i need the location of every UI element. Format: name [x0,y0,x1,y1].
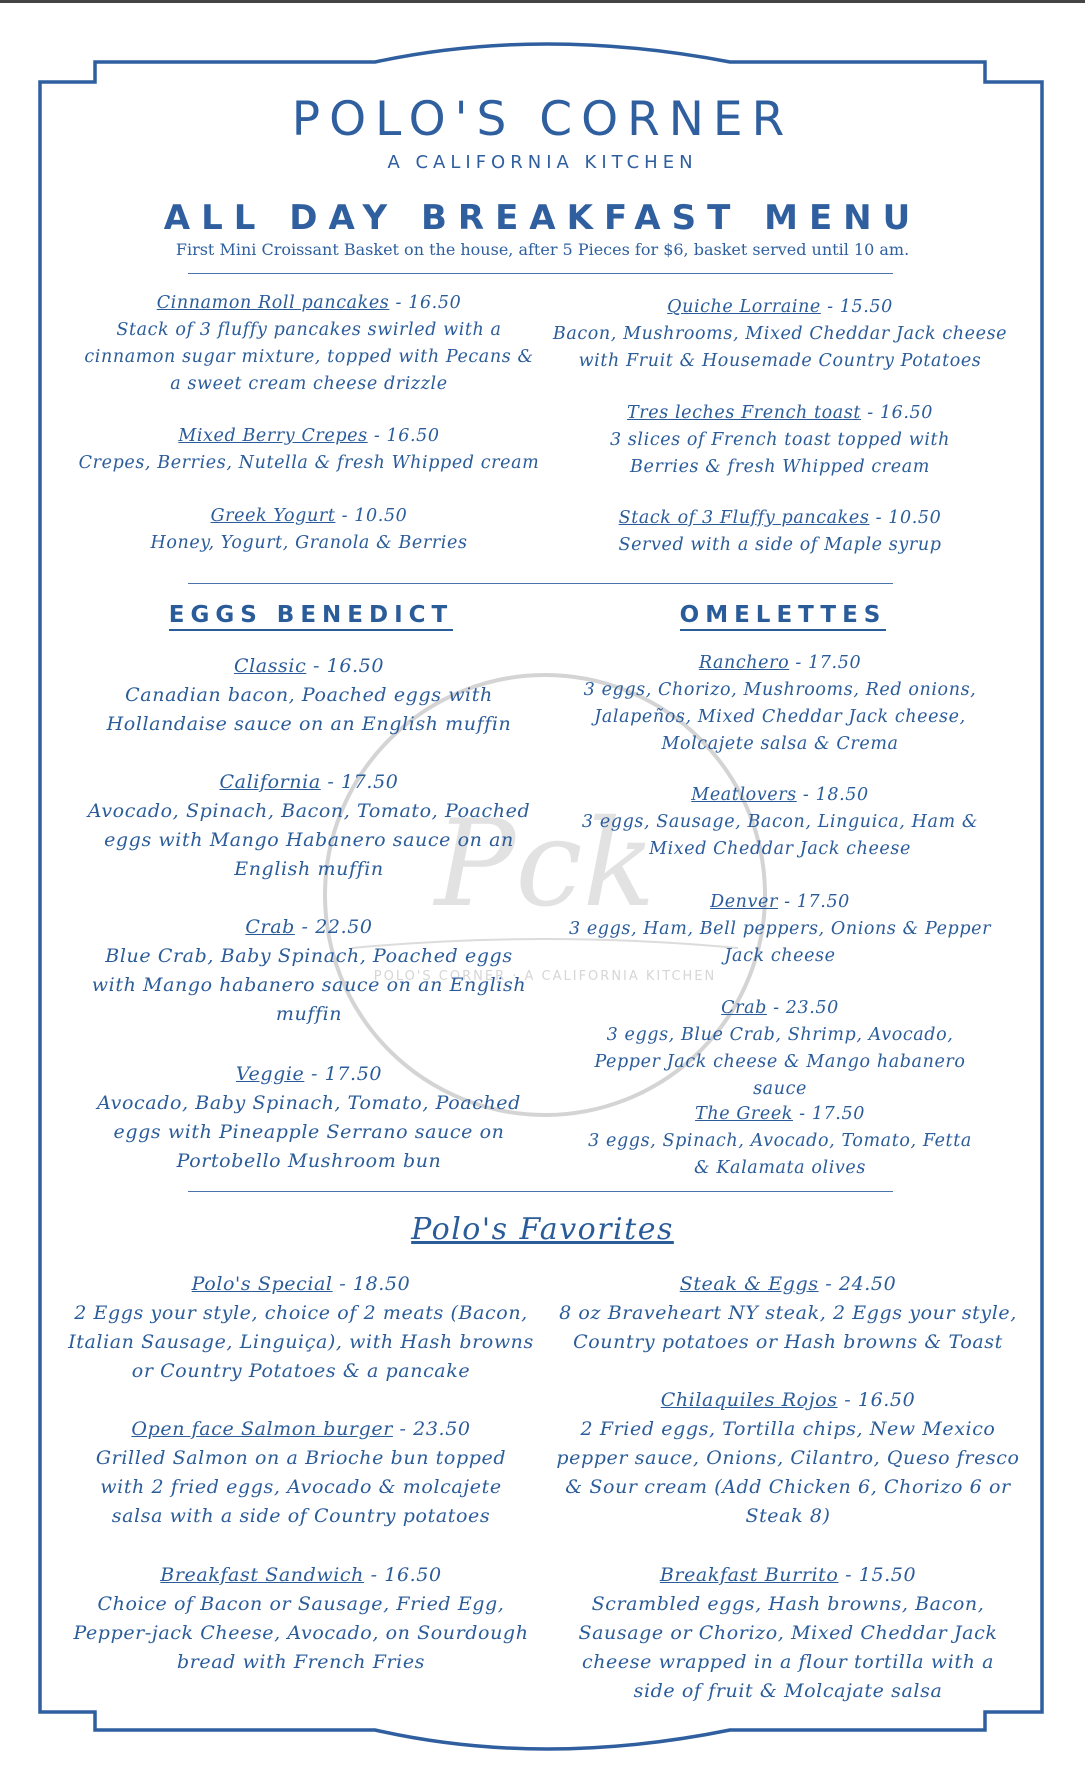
eggs-benedict-heading: EGGS BENEDICT [76,602,546,628]
item-price: - 17.50 [789,653,862,673]
item-name: Tres leches French toast [627,403,862,423]
item-description: Bacon, Mushrooms, Mixed Cheddar Jack cheese with Fruit & Housemade Country Potatoes [552,324,1008,371]
menu-item [76,1060,542,1176]
menu-item [76,768,542,884]
item-name: Stack of 3 Fluffy pancakes [618,508,870,528]
item-description: Crepes, Berries, Nutella & fresh Whipped cream [78,453,540,473]
item-name: Breakfast Sandwich [160,1564,364,1586]
item-description: 3 eggs, Spinach, Avocado, Tomato, Fetta & Kalamata olives [588,1131,972,1178]
item-description: 3 eggs, Blue Crab, Shrimp, Avocado, Pepper Jack cheese & Mango habanero sauce [594,1025,966,1099]
menu-item [76,503,542,557]
item-description: 2 Eggs your style, choice of 2 meats (Bacon, Italian Sausage, Linguiça), with Hash browns or Country Potatoes & a pancake [68,1302,534,1382]
item-price: - 24.50 [818,1273,897,1295]
item-price: - 15.50 [838,1564,917,1586]
item-price: - 17.50 [320,771,399,793]
item-price: - 16.50 [306,655,385,677]
item-description: Honey, Yogurt, Granola & Berries [150,533,468,553]
item-name: Chilaquiles Rojos [660,1389,838,1411]
item-description: 3 eggs, Ham, Bell peppers, Onions & Pepper Jack cheese [568,919,992,966]
menu-item [548,995,1012,1103]
item-description: Avocado, Spinach, Bacon, Tomato, Poached eggs with Mango Habanero sauce on an English muffin [87,800,531,880]
item-price: - 16.50 [861,403,933,423]
menu-item [548,1561,1028,1706]
menu-item [548,650,1012,758]
item-description: Grilled Salmon on a Brioche bun topped with 2 fried eggs, Avocado & molcajete salsa with a side of Country potatoes [95,1447,507,1527]
menu-item [60,1415,542,1531]
menu-item [76,290,542,398]
item-description: 2 Fried eggs, Tortilla chips, New Mexico pepper sauce, Onions, Cilantro, Queso fresco & Sour cream (Add Chicken 6, Chorizo 6 or Steak 8) [556,1418,1020,1527]
item-price: - 23.50 [766,998,839,1018]
item-description: 3 eggs, Sausage, Bacon, Linguica, Ham & Mixed Cheddar Jack cheese [581,812,979,859]
item-name: Veggie [235,1063,305,1085]
item-price: - 15.50 [820,297,893,317]
item-name: Cinnamon Roll pancakes [156,293,390,313]
item-name: Greek Yogurt [210,506,336,526]
menu-item [548,505,1012,559]
item-name: Breakfast Burrito [659,1564,839,1586]
item-price: - 18.50 [332,1273,411,1295]
menu-item [76,652,542,739]
item-price: - 23.50 [392,1418,471,1440]
watermark-monogram: Pck [434,795,656,934]
item-price: - 17.50 [793,1104,865,1124]
menu-item [76,913,542,1029]
item-name: Classic [233,655,307,677]
divider [188,583,893,584]
item-name: Denver [710,892,778,912]
item-name: Polo's Special [191,1273,333,1295]
item-name: Meatlovers [691,785,797,805]
item-description: 8 oz Braveheart NY steak, 2 Eggs your style, Country potatoes or Hash browns & Toast [559,1302,1017,1353]
item-name: Crab [721,998,767,1018]
item-description: Served with a side of Maple syrup [618,535,942,555]
watermark-text: POLO'S CORNER · A CALIFORNIA KITCHEN [373,969,717,984]
menu-item [548,1386,1028,1531]
divider [188,1191,893,1192]
item-description: Choice of Bacon or Sausage, Fried Egg, Pepper-jack Cheese, Avocado, on Sourdough bread with French Fries [73,1593,529,1673]
item-price: - 16.50 [389,293,462,313]
menu-item [76,423,542,477]
restaurant-name: POLO'S CORNER [291,92,794,147]
omelettes-heading: OMELETTES [548,602,1018,628]
item-description: Canadian bacon, Poached eggs with Hollandaise sauce on an English muffin [106,684,512,735]
favorites-heading: Polo's Favorites [411,1212,674,1247]
item-price: - 17.50 [777,892,850,912]
menu-item [60,1270,542,1386]
item-price: - 10.50 [335,506,408,526]
item-price: - 16.50 [363,1564,442,1586]
croissant-note: First Mini Croissant Basket on the house, after 5 Pieces for $6, basket served until 10 am. [175,240,910,259]
item-name: Steak & Eggs [679,1273,819,1295]
item-description: Blue Crab, Baby Spinach, Poached eggs with Mango habanero sauce on an English muffin [91,945,527,1025]
divider [188,273,893,274]
menu-item [60,1561,542,1677]
item-description: Stack of 3 fluffy pancakes swirled with a cinnamon sugar mixture, topped with Pecans & a sweet cream cheese drizzle [84,320,534,394]
menu-item [548,400,1012,481]
item-price: - 17.50 [304,1063,383,1085]
item-name: Ranchero [698,653,790,673]
item-price: - 22.50 [294,916,373,938]
item-name: Mixed Berry Crepes [178,426,368,446]
item-name: Crab [245,916,295,938]
item-name: Quiche Lorraine [667,297,821,317]
item-name: California [219,771,321,793]
menu-title: ALL DAY BREAKFAST MENU [163,198,922,238]
item-description: Scrambled eggs, Hash browns, Bacon, Sausage or Chorizo, Mixed Cheddar Jack cheese wrapped in a flour tortilla with a side of fruit & Molcajate salsa [578,1593,998,1702]
item-description: 3 slices of French toast topped with Berries & fresh Whipped cream [609,430,951,477]
item-price: - 10.50 [869,508,942,528]
restaurant-tagline: A CALIFORNIA KITCHEN [387,152,698,173]
item-price: - 16.50 [837,1389,916,1411]
item-price: - 16.50 [367,426,440,446]
item-description: Avocado, Baby Spinach, Tomato, Poached eggs with Pineapple Serrano sauce on Portobello Mushroom bun [97,1092,521,1172]
menu-item [548,1270,1028,1357]
menu-item [548,294,1012,375]
item-name: The Greek [695,1104,793,1124]
item-price: - 18.50 [796,785,869,805]
menu-item [548,782,1012,863]
item-description: 3 eggs, Chorizo, Mushrooms, Red onions, Jalapeños, Mixed Cheddar Jack cheese, Molcajete salsa & Crema [583,680,977,754]
menu-item [548,889,1012,970]
item-name: Open face Salmon burger [131,1418,393,1440]
menu-item [548,1101,1012,1182]
